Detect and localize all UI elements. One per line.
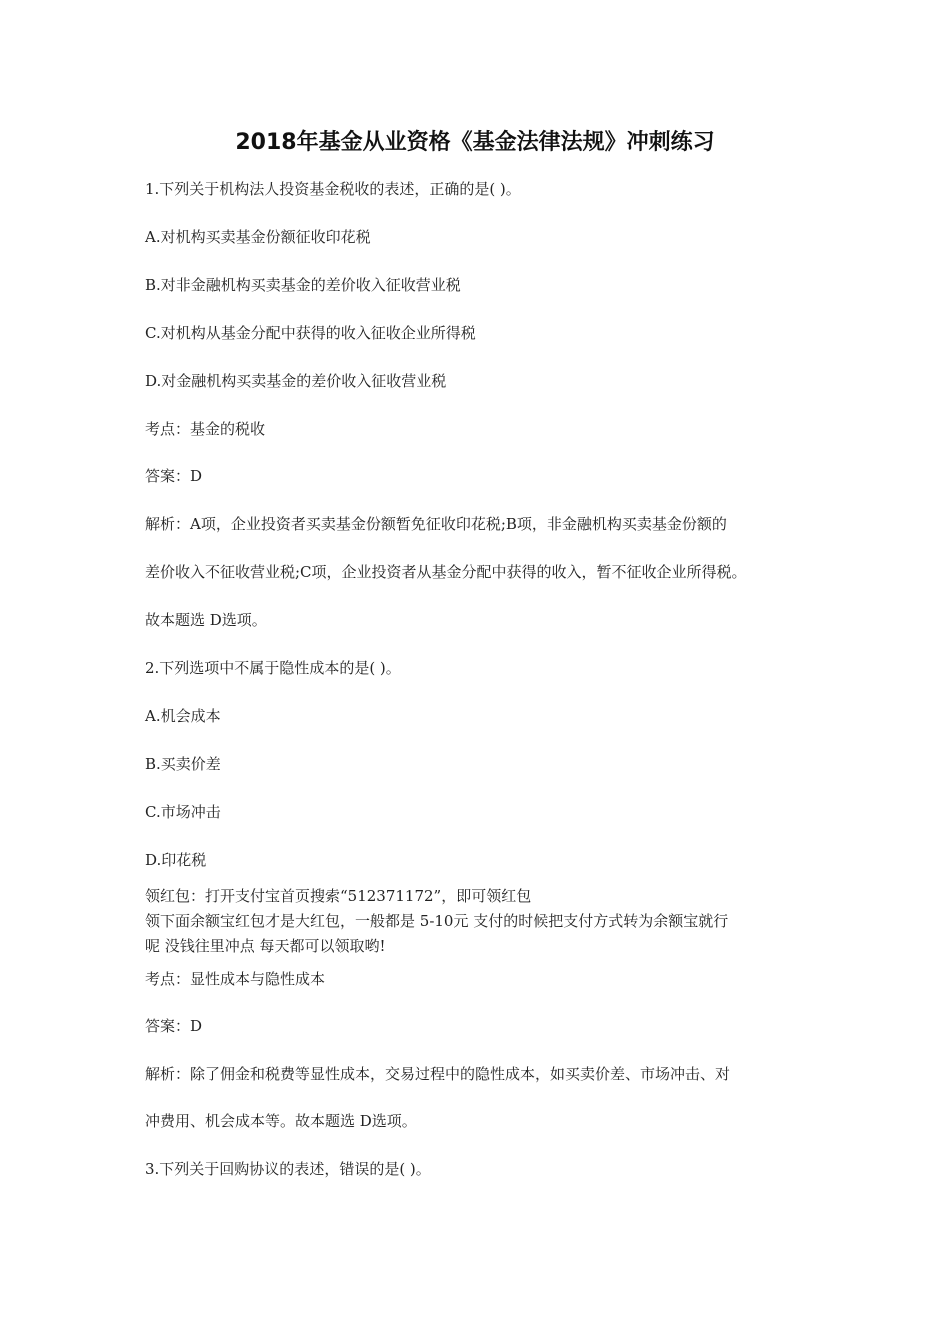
question-2-answer: 答案：D — [145, 1017, 203, 1035]
question-2-explanation-line-1: 解析：除了佣金和税费等显性成本，交易过程中的隐性成本，如买卖价差、市场冲击、对 — [145, 1065, 731, 1083]
question-2-option-c: C.市场冲击 — [145, 803, 221, 821]
question-2-option-b: B.买卖价差 — [145, 755, 221, 773]
question-1-option-b: B.对非金融机构买卖基金的差价收入征收营业税 — [145, 276, 461, 294]
question-1-explanation-line-2: 差价收入不征收营业税;C项，企业投资者从基金分配中获得的收入，暂不征收企业所得税。 — [145, 563, 747, 581]
question-1-answer: 答案：D — [145, 467, 203, 485]
question-2-topic: 考点：显性成本与隐性成本 — [145, 970, 326, 988]
question-1-option-d: D.对金融机构买卖基金的差价收入征收营业税 — [145, 372, 447, 390]
promo-line-2: 领下面余额宝红包才是大红包，一般都是 5-10元 支付的时候把支付方式转为余额宝就行 — [145, 912, 729, 930]
question-2-explanation-line-2: 冲费用、机会成本等。故本题选 D选项。 — [145, 1112, 417, 1130]
question-1-explanation-line-1: 解析：A项，企业投资者买卖基金份额暂免征收印花税;B项，非金融机构买卖基金份额的 — [145, 515, 727, 533]
promo-line-1: 领红包：打开支付宝首页搜索“512371172”，即可领红包 — [145, 887, 532, 905]
document-title: 2018年基金从业资格《基金法律法规》冲刺练习 — [235, 130, 715, 155]
question-1-explanation-line-3: 故本题选 D选项。 — [145, 611, 267, 629]
question-1-option-a: A.对机构买卖基金份额征收印花税 — [145, 228, 371, 246]
question-3-stem: 3.下列关于回购协议的表述，错误的是( )。 — [145, 1160, 431, 1178]
question-1-stem: 1.下列关于机构法人投资基金税收的表述，正确的是( )。 — [145, 180, 521, 198]
question-2-stem: 2.下列选项中不属于隐性成本的是( )。 — [145, 659, 401, 677]
question-2-option-a: A.机会成本 — [145, 707, 221, 725]
question-1-option-c: C.对机构从基金分配中获得的收入征收企业所得税 — [145, 324, 476, 342]
question-1-topic: 考点：基金的税收 — [145, 420, 266, 438]
question-2-option-d: D.印花税 — [145, 851, 207, 869]
promo-line-3: 呢 没钱往里冲点 每天都可以领取哟! — [145, 937, 386, 955]
